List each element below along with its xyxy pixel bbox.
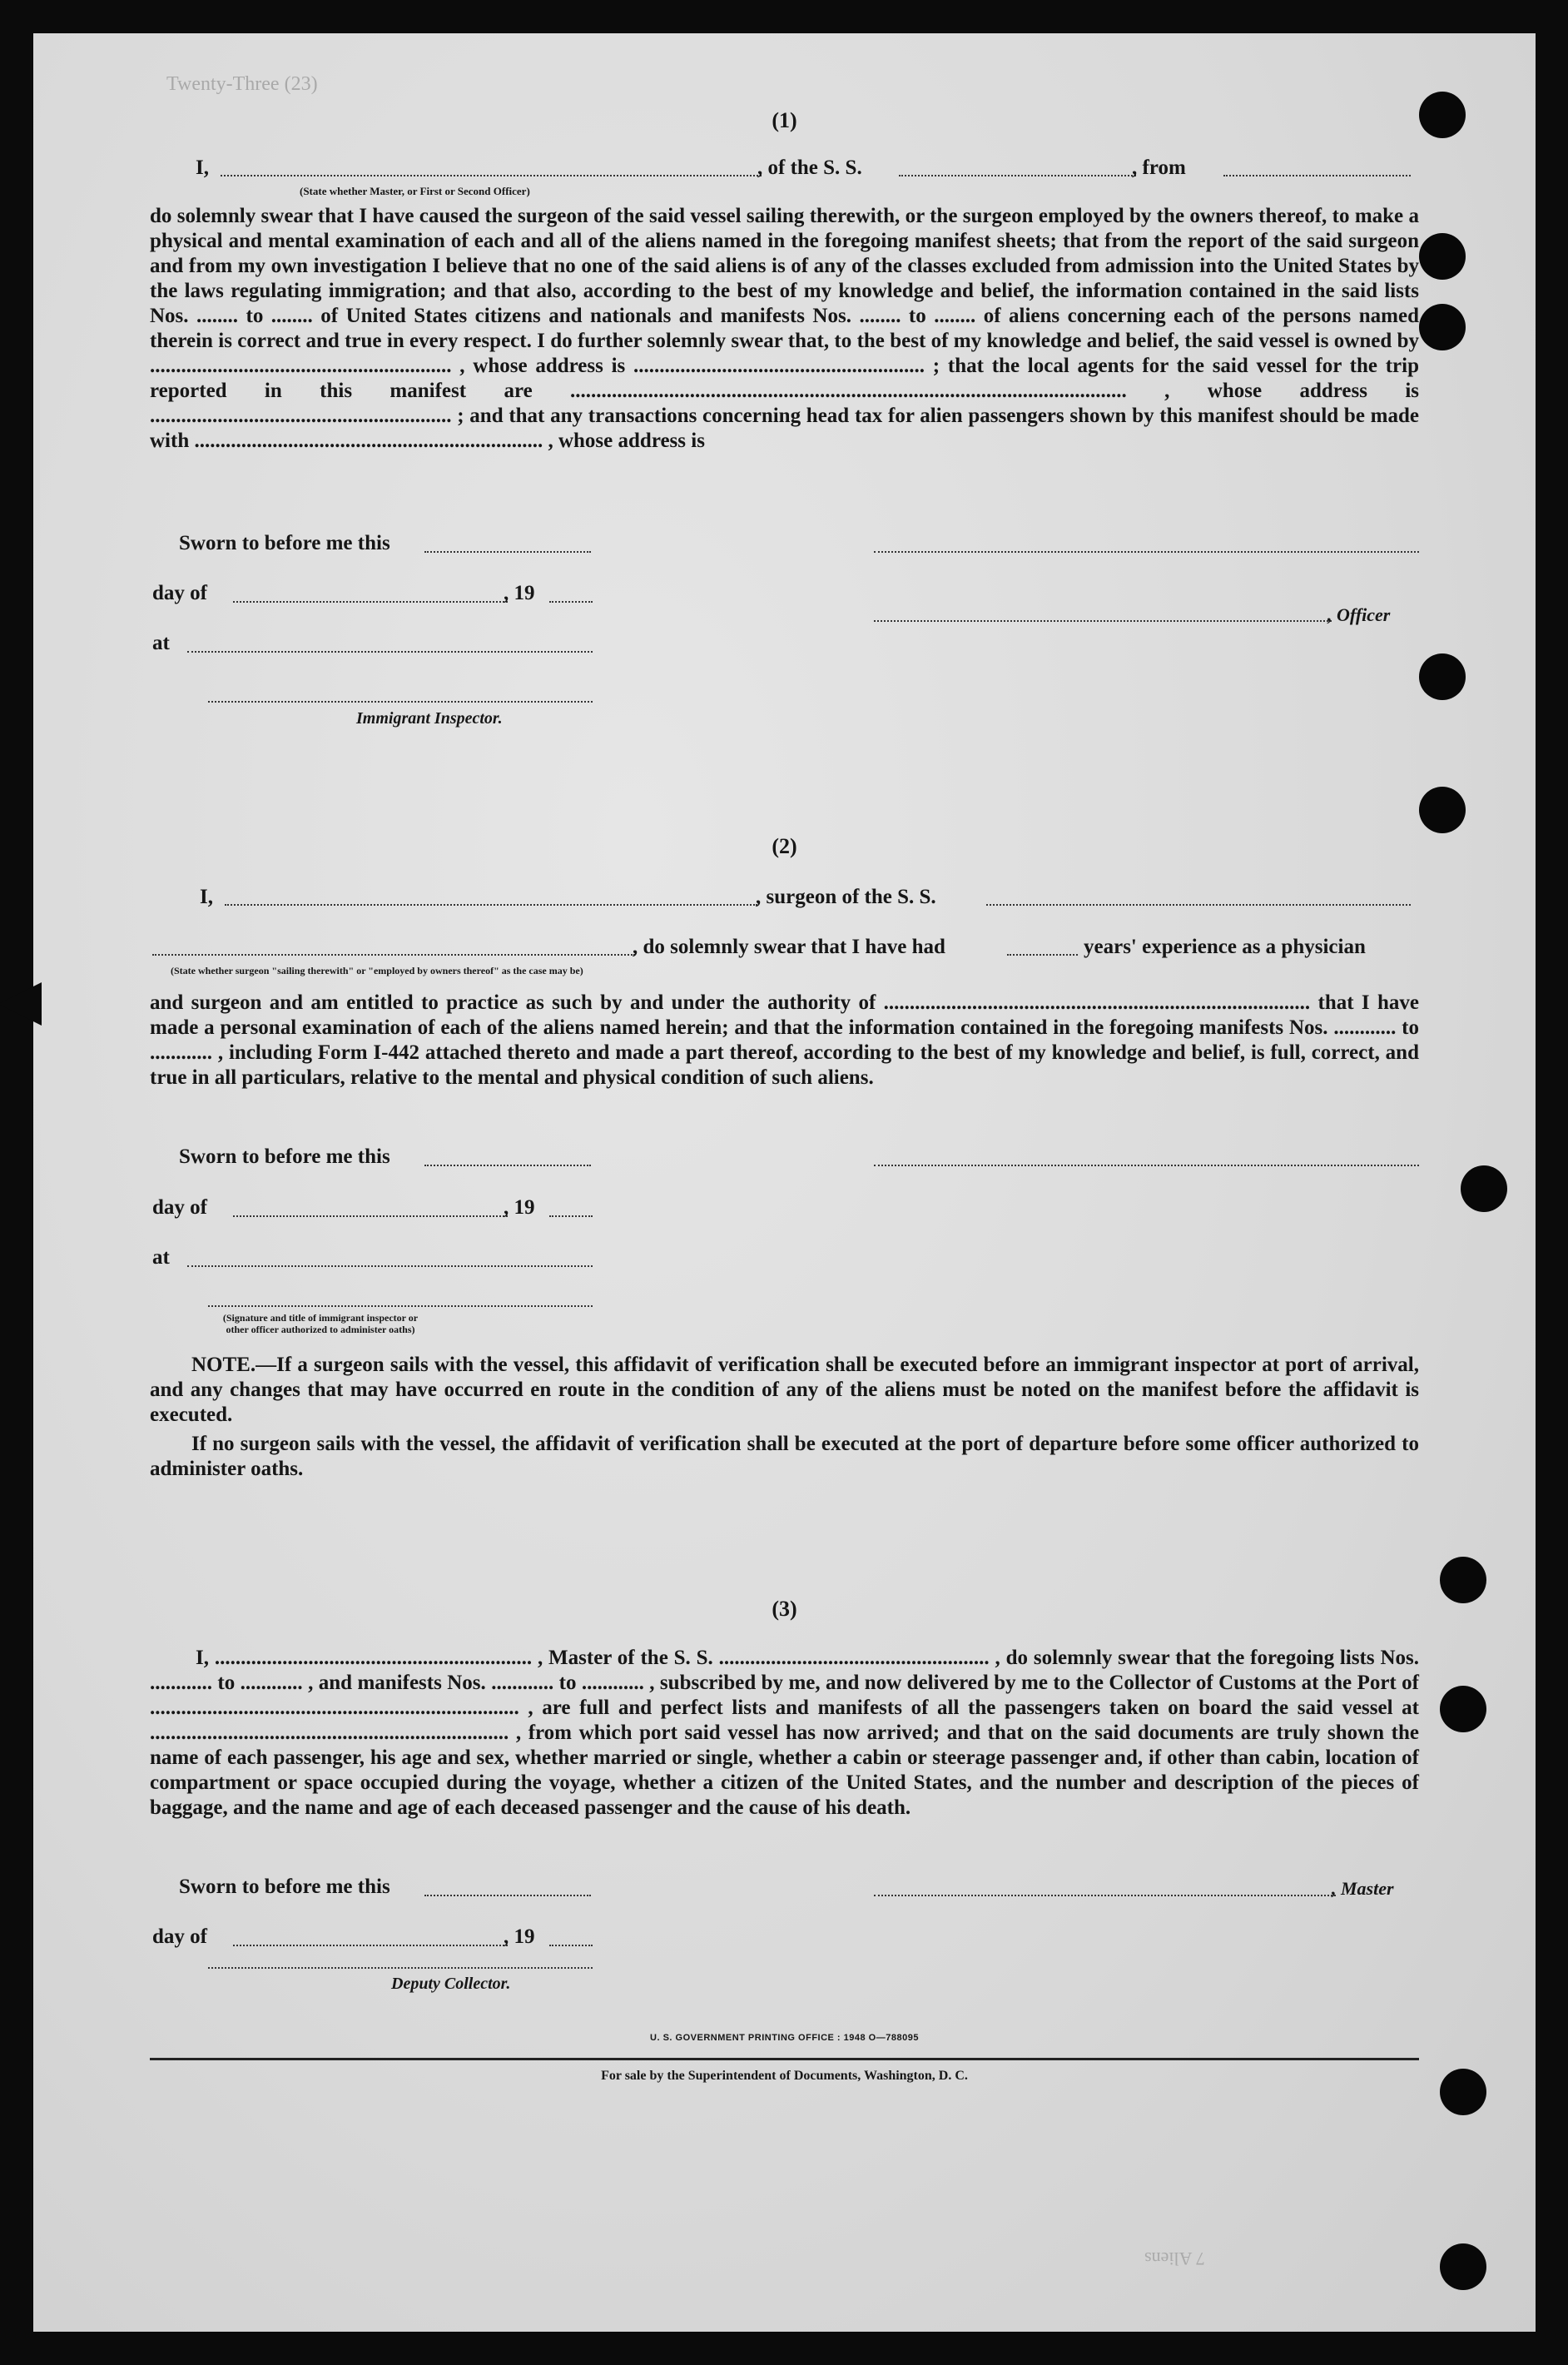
s1-officer-name-field: [221, 175, 762, 176]
punch-hole: [1440, 2243, 1486, 2290]
s1-inspector-line: [208, 701, 593, 703]
s1-from-label: , from: [1132, 157, 1186, 179]
s2-day-field: [233, 1215, 508, 1217]
s1-at-label: at: [152, 632, 170, 654]
s2-signature-line: [874, 1165, 1419, 1166]
s2-sworn-field: [424, 1165, 591, 1166]
s2-at-label: at: [152, 1246, 170, 1269]
manifest-page: [33, 33, 1536, 2332]
s1-inspector-label: Immigrant Inspector.: [356, 709, 503, 728]
s1-of-ss-label: , of the S. S.: [757, 157, 862, 179]
s1-at-field: [187, 651, 593, 653]
s3-master-label: , Master: [1332, 1878, 1394, 1899]
punch-hole: [1419, 233, 1466, 280]
s2-status-field: [152, 954, 635, 956]
s2-vessel-field: [986, 904, 1411, 906]
s1-sworn-label: Sworn to before me this: [179, 532, 390, 554]
s1-officer-label: , Officer: [1327, 604, 1391, 625]
punch-hole: [1419, 787, 1466, 833]
faint-stamp: 7 Aliens: [1144, 2248, 1205, 2269]
s2-inspector-line: [208, 1305, 593, 1307]
s3-collector-line: [208, 1967, 593, 1969]
s1-day-of-label: day of: [152, 582, 207, 604]
footer-text: For sale by the Superintendent of Documents, Washington, D. C.: [601, 2069, 968, 2083]
section-number: (1): [772, 108, 797, 132]
s3-year-label: , 19: [504, 1925, 535, 1948]
footer-rule: [150, 2058, 1419, 2060]
s2-years-label: years' experience as a physician: [1084, 936, 1366, 958]
s2-note-2: If no surgeon sails with the vessel, the affidavit of verification shall be executed at the port of departure before some officer authorized to administer oaths.: [150, 1433, 1419, 1480]
punch-hole: [1440, 1686, 1486, 1732]
s2-year-label: , 19: [504, 1196, 535, 1219]
arrow-marker-icon: [0, 982, 42, 1026]
s1-i-label: I,: [196, 157, 209, 179]
s3-sworn-label: Sworn to before me this: [179, 1876, 390, 1898]
s1-signature-line: [874, 551, 1419, 553]
s1-year-label: , 19: [504, 582, 535, 604]
s2-surgeon-name-field: [225, 904, 757, 906]
s2-sworn-label: Sworn to before me this: [179, 1145, 390, 1168]
s2-i-label: I,: [200, 886, 213, 908]
section-number: (2): [772, 834, 797, 858]
s3-collector-label: Deputy Collector.: [391, 1975, 511, 1993]
s3-day-field: [233, 1945, 508, 1946]
section-number: (3): [772, 1597, 797, 1621]
s1-sworn-field: [424, 551, 591, 553]
s2-note-1: NOTE.—If a surgeon sails with the vessel, this affidavit of verification shall be executed before an immigrant inspector at port of arrival, and any changes that may have occurred en route in the condition of any of the aliens must be noted on the manifest before the affidavit is executed.: [150, 1354, 1419, 1426]
s1-vessel-name-field: [899, 175, 1136, 176]
punch-hole: [1419, 304, 1466, 350]
s2-oath-body: and surgeon and am entitled to practice as such by and under the authority of .................................................................................. that I have made a personal examination of each of the aliens named herein; and that the information contained in the foregoing manifests Nos. ............ to ............ , including Form I-442 attached thereto and made a part thereof, according to the best of my knowledge and belief, is full, correct, and true in all particulars, relative to the mental and physical condition of such aliens.: [150, 991, 1419, 1089]
s2-year-field: [549, 1215, 593, 1217]
s2-status-note: (State whether surgeon "sailing therewith" or "employed by owners thereof" as the case may be): [171, 965, 583, 976]
s3-sworn-field: [424, 1895, 591, 1896]
s1-oath-body: do solemnly swear that I have caused the surgeon of the said vessel sailing therewith, or the surgeon employed by the owners thereof, to make a physical and mental examination of each and all of the aliens named in the foregoing manifest sheets; that from the report of the said surgeon and from my own investigation I believe that no one of the said aliens is of any of the classes excluded from admission into the United States by the laws regulating immigration; and that also, according to the best of my knowledge and belief, the information contained in the said lists Nos. ........ to ........ of United States citizens and nationals and manifests Nos. ........ to ........ of aliens concerning each of the persons named therein is correct and true in every respect. I do further solemnly swear that, to the best of my knowledge and belief, the said vessel is owned by .......................................................... , whose address is ........................................................ ; that the local agents for the said vessel for the trip reported in this manifest are ........................................................................................................... , whose address is .......................................................... ; and that any transactions concerning head tax for alien passengers shown by this manifest should be made with ................................................................... , whose address is: [150, 205, 1419, 452]
s1-officer-line: [874, 620, 1332, 622]
s3-oath-body: I, ............................................................. , Master of the S. S. .................................................... , do solemnly swear that the foregoing lists Nos. ............ to ............ , and manifests Nos. ............ to ............ , subscribed by me, and now delivered by me to the Collector of Customs at the Port of ....................................................................... , are full and perfect lists and manifests of all the passengers taken on board the said vessel at ..................................................................... , from which port said vessel has now arrived; and that on the said documents are truly shown the name of each passenger, his age and sex, whether married or single, whether a cabin or steerage passenger and, if other than cabin, location of compartment or space occupied during the voyage, whether a citizen of the United States, and the number and description of the pieces of baggage, and the name and age of each deceased passenger and the cause of his death.: [150, 1647, 1419, 1819]
s2-swear-label: , do solemnly swear that I have had: [633, 936, 945, 958]
s2-day-of-label: day of: [152, 1196, 207, 1219]
punch-hole: [1461, 1165, 1507, 1212]
faint-header-text: Twenty-Three (23): [166, 73, 318, 95]
s2-surgeon-label: , surgeon of the S. S.: [756, 886, 936, 908]
s2-at-field: [187, 1265, 593, 1267]
s1-from-field: [1223, 175, 1411, 176]
s2-years-field: [1007, 954, 1078, 956]
s2-signature-note: (Signature and title of immigrant inspector or other officer authorized to administer oaths): [222, 1312, 419, 1335]
printer-imprint: U. S. GOVERNMENT PRINTING OFFICE : 1948 O—788095: [650, 2033, 919, 2043]
punch-hole: [1419, 653, 1466, 700]
s1-year-field: [549, 601, 593, 603]
s1-officer-note: (State whether Master, or First or Second Officer): [300, 185, 530, 197]
s3-year-field: [549, 1945, 593, 1946]
s1-day-field: [233, 601, 508, 603]
s3-master-line: [874, 1895, 1336, 1896]
s3-day-of-label: day of: [152, 1925, 207, 1948]
